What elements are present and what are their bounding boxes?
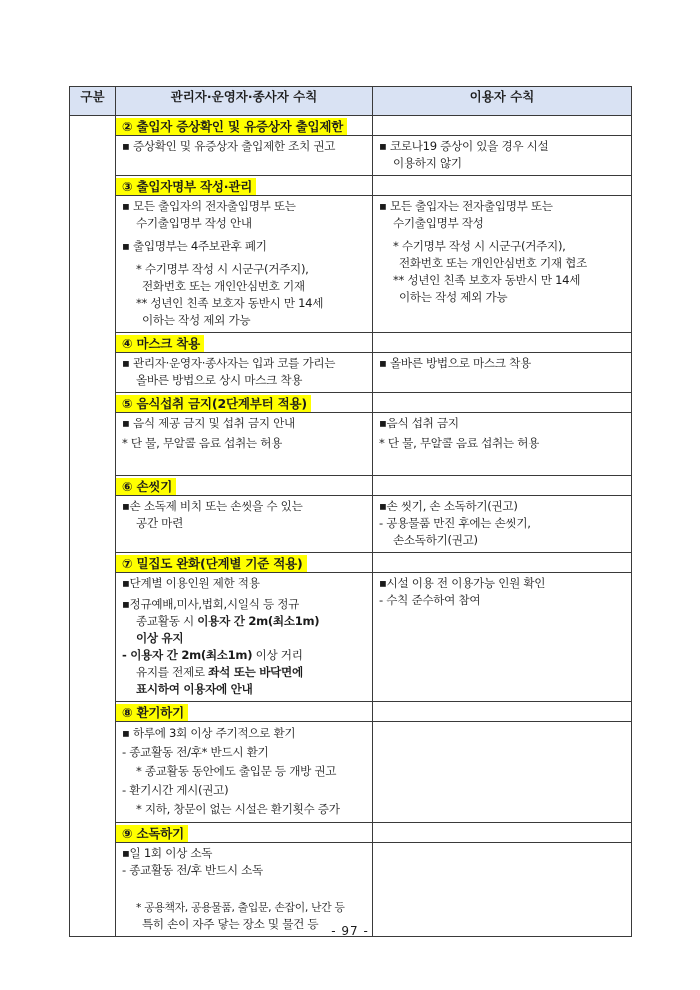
section-row bbox=[70, 553, 632, 573]
section-content-row bbox=[70, 413, 632, 476]
rule-emphasis: - 이용자 간 2m(최소1m) bbox=[122, 648, 253, 662]
rule-line: ▪ 관리자·운영자·종사자는 입과 코를 가리는 bbox=[122, 356, 336, 370]
rule-note: 특히 손이 자주 닿는 장소 및 물건 등 bbox=[142, 917, 319, 931]
guideline-table bbox=[69, 86, 632, 937]
section-content-row bbox=[70, 573, 632, 702]
rule-text: 이상 거리 bbox=[252, 648, 303, 662]
page-number: - 97 - bbox=[331, 924, 369, 938]
user-rule-cell bbox=[373, 353, 632, 393]
section-title-cell bbox=[373, 393, 632, 413]
user-rule-cell bbox=[373, 136, 632, 176]
gubun-cell bbox=[70, 116, 116, 937]
section-title: ② 출입자 증상확인 및 유증상자 출입제한 bbox=[116, 118, 347, 135]
rule-note: 이하는 작성 제외 가능 bbox=[142, 313, 251, 327]
section-title: ④ 마스크 착용 bbox=[116, 335, 204, 352]
rule-line: - 종교활동 전/후 반드시 소독 bbox=[122, 863, 263, 877]
section-title-cell bbox=[373, 476, 632, 496]
user-rule-cell bbox=[373, 573, 632, 702]
rule-text: 종교활동 시 bbox=[136, 614, 198, 628]
rule-line: ▪일 1회 이상 소독 bbox=[122, 846, 213, 860]
section-row bbox=[70, 333, 632, 353]
section-title-cell bbox=[373, 702, 632, 722]
table-header-row bbox=[70, 87, 632, 116]
section-title-cell bbox=[116, 702, 373, 722]
manager-rule-cell bbox=[116, 843, 373, 937]
rule-line: ▪ 음식 제공 금지 및 섭취 금지 안내 bbox=[122, 416, 295, 430]
rule-note: * 지하, 창문이 없는 시설은 환기횟수 증가 bbox=[136, 802, 340, 816]
user-rule-cell bbox=[373, 413, 632, 476]
rule-note: * 단 물, 무알콜 음료 섭취는 허용 bbox=[379, 436, 539, 450]
manager-rule-cell bbox=[116, 196, 373, 333]
section-title-cell bbox=[116, 553, 373, 573]
rule-line: 수기출입명부 작성 안내 bbox=[136, 216, 252, 230]
rule-line: ▪ 하루에 3회 이상 주기적으로 환기 bbox=[122, 726, 296, 740]
section-title-cell bbox=[116, 476, 373, 496]
section-content-row bbox=[70, 353, 632, 393]
section-title-cell bbox=[373, 333, 632, 353]
manager-rule-cell bbox=[116, 722, 373, 823]
section-title-cell bbox=[116, 116, 373, 136]
rule-line bbox=[122, 664, 368, 681]
section-title-cell bbox=[373, 553, 632, 573]
rule-note: 전화번호 또는 개인안심번호 기재 bbox=[142, 279, 305, 293]
section-title: ⑥ 손씻기 bbox=[116, 478, 176, 495]
rule-emphasis: 이용자 간 2m(최소1m) bbox=[197, 614, 320, 628]
rule-line: ▪손 소독제 비치 또는 손씻을 수 있는 bbox=[122, 499, 303, 513]
rule-line bbox=[122, 647, 368, 664]
rule-line: 올바른 방법으로 상시 마스크 착용 bbox=[136, 373, 303, 387]
rule-line bbox=[122, 613, 368, 630]
section-title-cell bbox=[116, 333, 373, 353]
manager-rule-cell bbox=[116, 496, 373, 553]
user-rule-cell bbox=[373, 196, 632, 333]
rule-line: ▪시설 이용 전 이용가능 인원 확인 bbox=[379, 576, 546, 590]
section-title: ⑤ 음식섭취 금지(2단계부터 적용) bbox=[116, 395, 311, 412]
section-content-row bbox=[70, 196, 632, 333]
section-title-cell bbox=[116, 393, 373, 413]
manager-rule-cell bbox=[116, 136, 373, 176]
section-title: ③ 출입자명부 작성·관리 bbox=[116, 178, 256, 195]
manager-rule-cell bbox=[116, 573, 373, 702]
rule-line: ▪음식 섭취 금지 bbox=[379, 416, 459, 430]
rule-emphasis: 좌석 또는 바닥면에 bbox=[208, 665, 303, 679]
section-row bbox=[70, 116, 632, 136]
manager-rule-cell bbox=[116, 413, 373, 476]
rule-line: - 종교활동 전/후* 반드시 환기 bbox=[122, 745, 269, 759]
section-title-cell bbox=[116, 823, 373, 843]
section-row bbox=[70, 476, 632, 496]
user-rule-cell bbox=[373, 496, 632, 553]
rule-line: ▪단계별 이용인원 제한 적용 bbox=[122, 576, 260, 590]
rule-line: 수기출입명부 작성 bbox=[393, 216, 484, 230]
rule-line: - 공용물품 만진 후에는 손씻기, bbox=[379, 516, 531, 530]
rule-line: ▪ 올바른 방법으로 마스크 착용 bbox=[379, 356, 531, 370]
rule-text: 유지를 전제로 bbox=[136, 665, 209, 679]
rule-line: - 수칙 준수하여 참여 bbox=[379, 593, 481, 607]
section-row bbox=[70, 393, 632, 413]
section-row bbox=[70, 176, 632, 196]
section-title: ⑦ 밀집도 완화(단계별 기준 적용) bbox=[116, 555, 307, 572]
rule-emphasis: 이상 유지 bbox=[136, 631, 184, 645]
rule-note: * 단 물, 무알콜 음료 섭취는 허용 bbox=[122, 436, 282, 450]
section-content-row bbox=[70, 136, 632, 176]
user-rule-cell bbox=[373, 843, 632, 937]
section-content-row bbox=[70, 496, 632, 553]
rule-note: * 수기명부 작성 시 시군구(거주지), bbox=[136, 262, 309, 276]
user-rule-cell bbox=[373, 722, 632, 823]
rule-line: ▪정규예배,미사,법회,시일식 등 정규 bbox=[122, 597, 300, 611]
rule-line: 이용하지 않기 bbox=[393, 156, 462, 170]
section-content-row bbox=[70, 843, 632, 937]
section-row bbox=[70, 823, 632, 843]
section-title-cell bbox=[373, 116, 632, 136]
rule-line: ▪ 모든 출입자의 전자출입명부 또는 bbox=[122, 199, 296, 213]
section-title-cell bbox=[116, 176, 373, 196]
section-title-cell bbox=[373, 823, 632, 843]
rule-note: * 공용책자, 공용물품, 출입문, 손잡이, 난간 등 bbox=[136, 901, 345, 914]
header-user-rules: 이용자 수칙 bbox=[373, 87, 632, 116]
rule-line: ▪손 씻기, 손 소독하기(권고) bbox=[379, 499, 518, 513]
rule-note: ** 성년인 친족 보호자 동반시 만 14세 bbox=[136, 296, 324, 310]
section-content-row bbox=[70, 722, 632, 823]
rule-note: 전화번호 또는 개인안심번호 기재 협조 bbox=[399, 256, 587, 270]
header-gubun: 구분 bbox=[70, 87, 116, 116]
rule-note: 이하는 작성 제외 가능 bbox=[399, 290, 508, 304]
rule-line: ▪ 출입명부는 4주보관후 폐기 bbox=[122, 239, 267, 253]
rule-line: ▪ 증상확인 및 유증상자 출입제한 조치 권고 bbox=[122, 139, 336, 153]
section-title-cell bbox=[373, 176, 632, 196]
rule-emphasis: 표시하여 이용자에 안내 bbox=[136, 682, 253, 696]
rule-line: 공간 마련 bbox=[136, 516, 183, 530]
rule-line: ▪ 코로나19 증상이 있을 경우 시설 bbox=[379, 139, 549, 153]
rule-line: ▪ 모든 출입자는 전자출입명부 또는 bbox=[379, 199, 553, 213]
rule-line: - 환기시간 게시(권고) bbox=[122, 783, 229, 797]
rule-note: * 수기명부 작성 시 시군구(거주지), bbox=[393, 239, 566, 253]
section-title: ⑨ 소독하기 bbox=[116, 825, 188, 842]
rule-note: * 종교활동 동안에도 출입문 등 개방 권고 bbox=[136, 764, 337, 778]
manager-rule-cell bbox=[116, 353, 373, 393]
header-manager-rules: 관리자·운영자·종사자 수칙 bbox=[116, 87, 373, 116]
rule-line: 손소독하기(권고) bbox=[393, 533, 478, 547]
section-row bbox=[70, 702, 632, 722]
section-title: ⑧ 환기하기 bbox=[116, 704, 188, 721]
rule-note: ** 성년인 친족 보호자 동반시 만 14세 bbox=[393, 273, 581, 287]
